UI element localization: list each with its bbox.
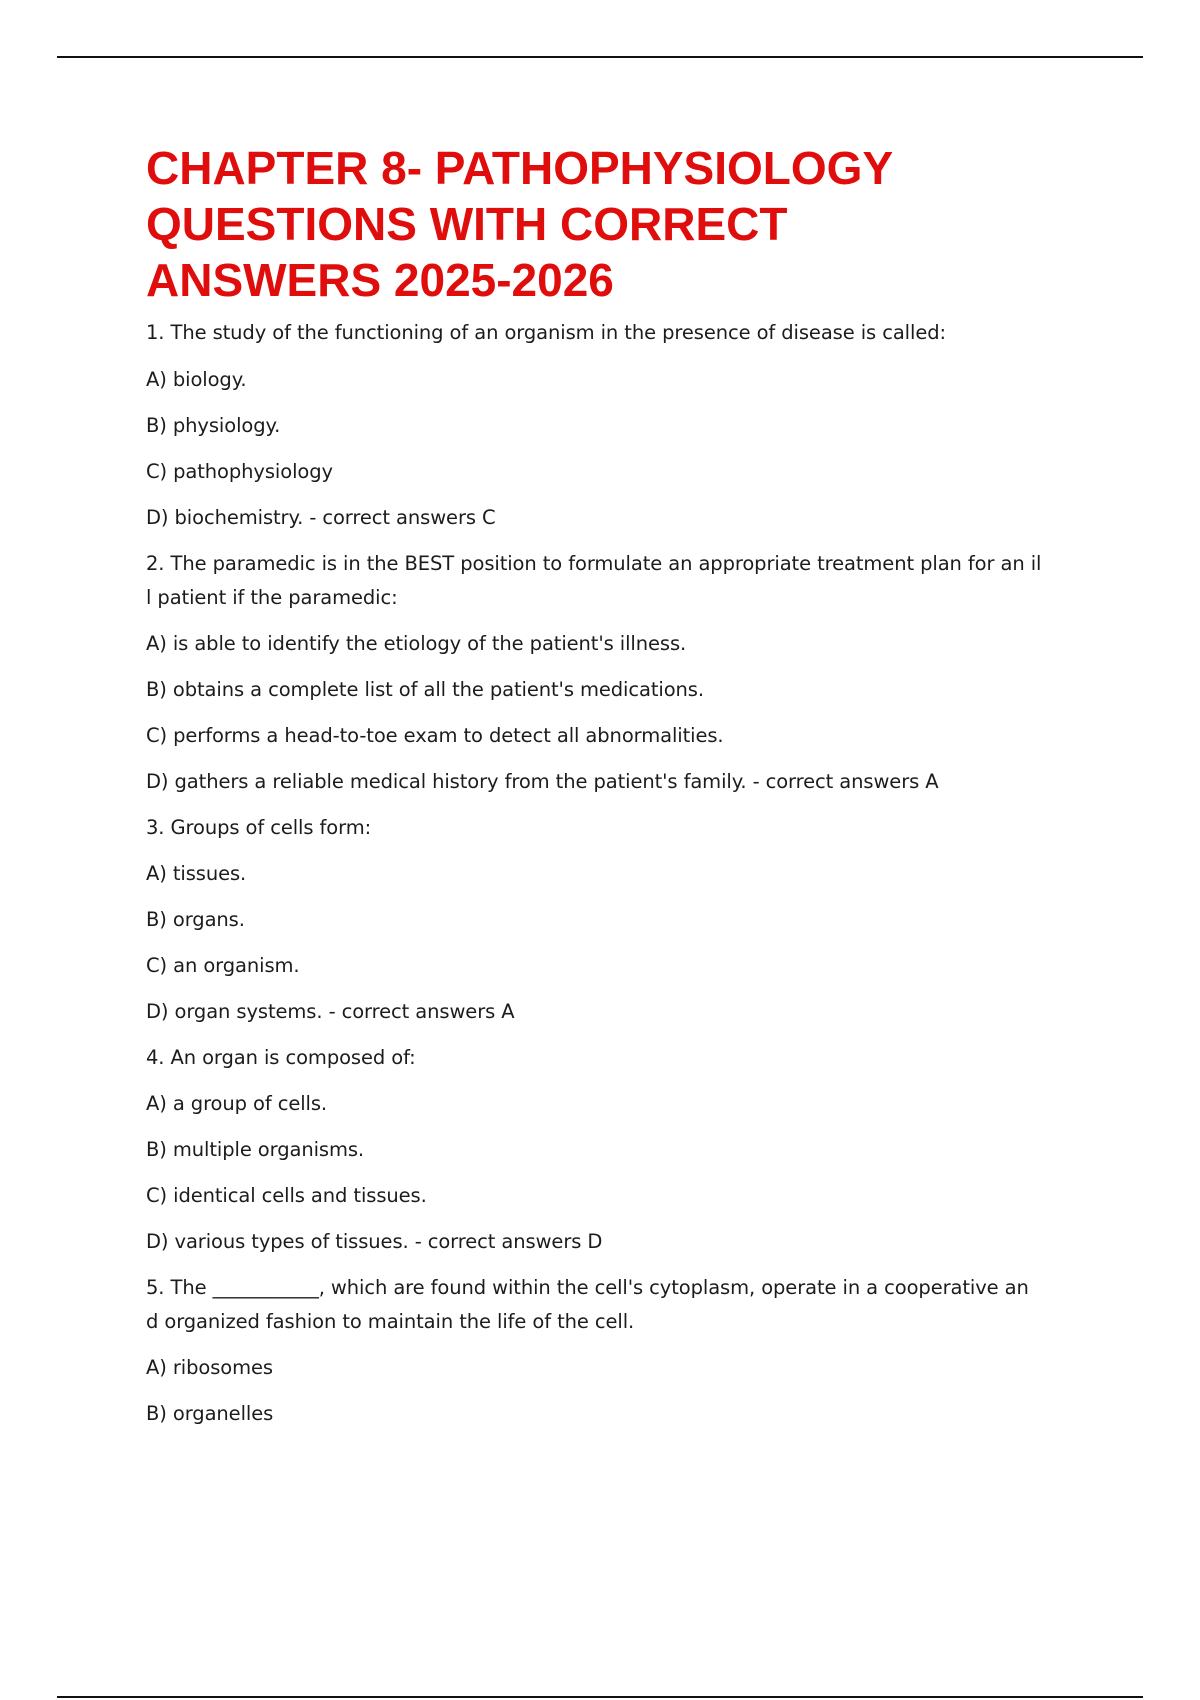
answer-option: C) performs a head-to-toe exam to detect all abnormalities. xyxy=(146,724,724,747)
answer-option: A) tissues. xyxy=(146,862,247,885)
question-text: 4. An organ is composed of: xyxy=(146,1046,416,1069)
answer-option: B) multiple organisms. xyxy=(146,1138,365,1161)
answer-option: A) is able to identify the etiology of the patient's illness. xyxy=(146,632,687,655)
title-line: CHAPTER 8- PATHOPHYSIOLOGY xyxy=(146,142,894,194)
question-text: 1. The study of the functioning of an organism in the presence of disease is called: xyxy=(146,321,946,344)
answer-option: C) pathophysiology xyxy=(146,460,333,483)
answer-option: B) organs. xyxy=(146,908,245,931)
top-rule xyxy=(57,56,1143,58)
bottom-rule xyxy=(57,1696,1143,1698)
answer-option: D) organ systems. - correct answers A xyxy=(146,1000,515,1023)
question-text: l patient if the paramedic: xyxy=(146,586,398,609)
question-list xyxy=(146,316,1066,1431)
answer-option: D) biochemistry. - correct answers C xyxy=(146,506,496,529)
answer-option: B) organelles xyxy=(146,1402,274,1425)
answer-option: C) identical cells and tissues. xyxy=(146,1184,427,1207)
document-body xyxy=(146,140,1066,1443)
question-text: 2. The paramedic is in the BEST position to formulate an appropriate treatment plan for an il xyxy=(146,552,1042,575)
title-line: ANSWERS 2025-2026 xyxy=(146,254,614,306)
document-title xyxy=(146,140,1066,308)
answer-option: A) biology. xyxy=(146,368,247,391)
question-text: 5. The ___________, which are found within the cell's cytoplasm, operate in a cooperative an xyxy=(146,1276,1029,1299)
title-line: QUESTIONS WITH CORRECT xyxy=(146,198,788,250)
answer-option: A) ribosomes xyxy=(146,1356,273,1379)
question-text: d organized fashion to maintain the life of the cell. xyxy=(146,1310,635,1333)
answer-option: D) gathers a reliable medical history from the patient's family. - correct answers A xyxy=(146,770,939,793)
answer-option: B) obtains a complete list of all the patient's medications. xyxy=(146,678,704,701)
answer-option: C) an organism. xyxy=(146,954,300,977)
question-text: 3. Groups of cells form: xyxy=(146,816,372,839)
answer-option: D) various types of tissues. - correct answers D xyxy=(146,1230,603,1253)
answer-option: B) physiology. xyxy=(146,414,281,437)
answer-option: A) a group of cells. xyxy=(146,1092,328,1115)
